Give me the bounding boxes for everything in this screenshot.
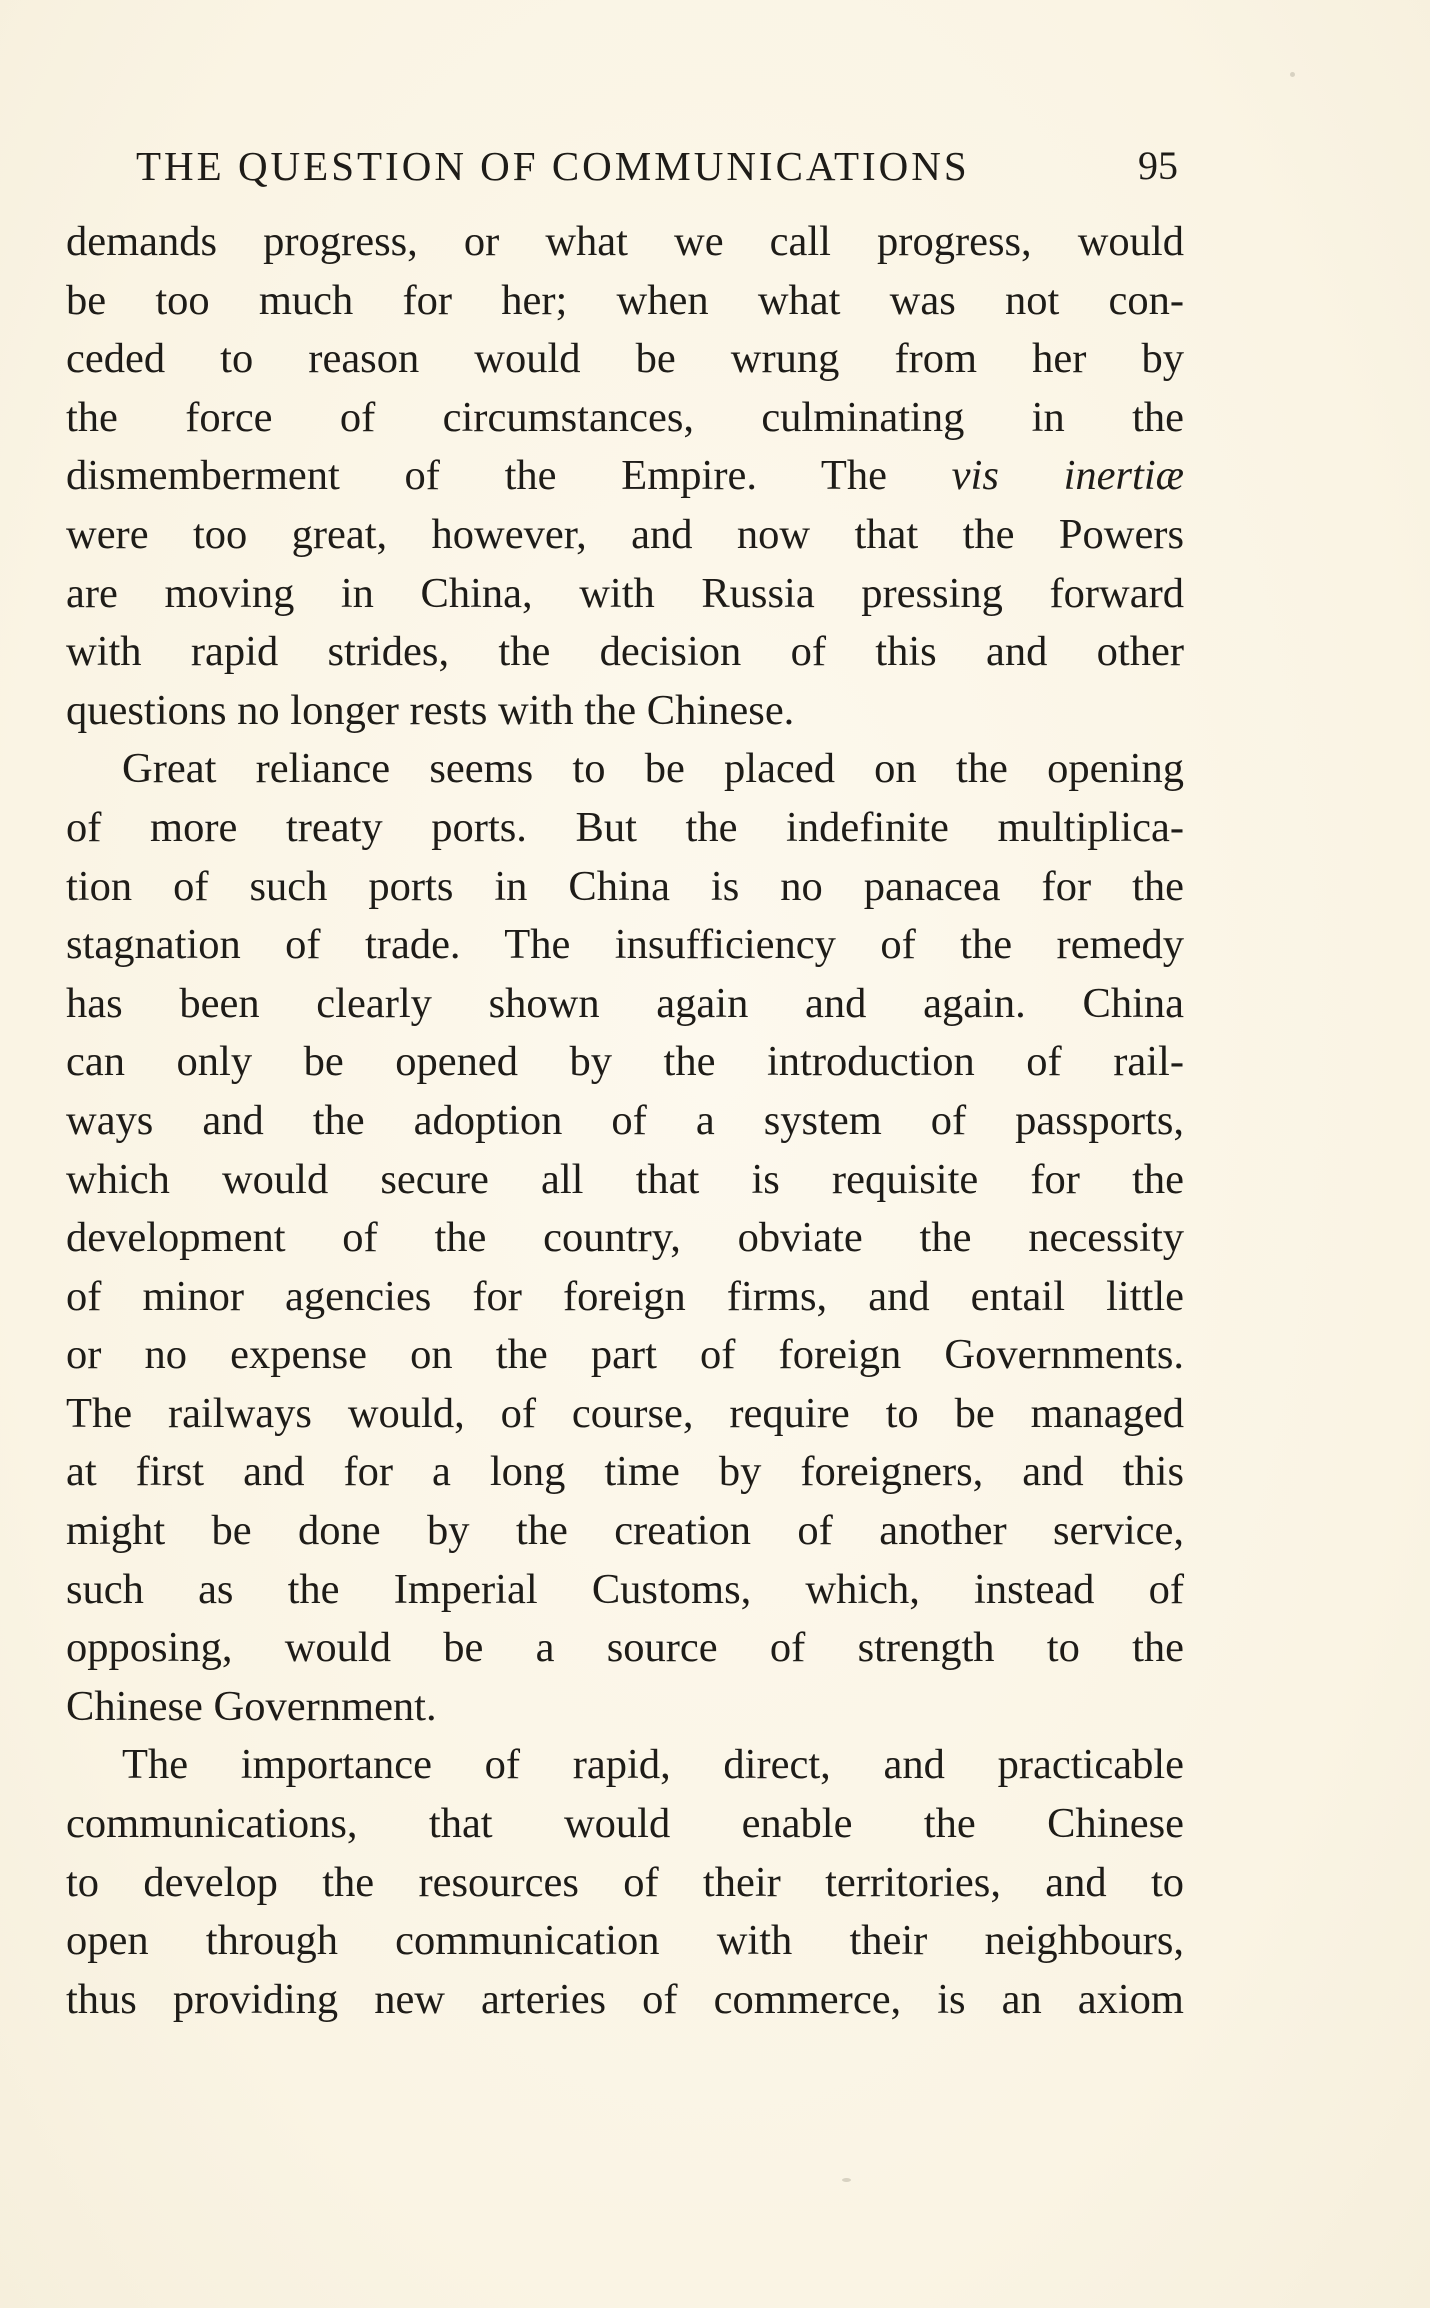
text-line: stagnation of trade. The insufficiency of the remedy bbox=[66, 921, 1184, 969]
text-line: can only be opened by the introduction of rail- bbox=[66, 1038, 1184, 1086]
text-line: at first and for a long time by foreigners, and this bbox=[66, 1448, 1184, 1496]
text-line: open through communication with their neighbours, bbox=[66, 1917, 1184, 1965]
text-line: were too great, however, and now that the Powers bbox=[66, 510, 1184, 558]
text-line: thus providing new arteries of commerce, is an axiom bbox=[66, 1975, 1184, 2023]
italic-phrase: vis inertiæ bbox=[951, 452, 1185, 500]
text-line: has been clearly shown again and again. China bbox=[66, 979, 1184, 1027]
text-line: Great reliance seems to be placed on the opening bbox=[122, 745, 1184, 793]
paragraph bbox=[66, 740, 1184, 1736]
text-segment: dismemberment of the Empire. The bbox=[66, 452, 952, 500]
text-line: such as the Imperial Customs, which, instead of bbox=[66, 1565, 1184, 1613]
text-line: development of the country, obviate the necessity bbox=[66, 1214, 1184, 1262]
text-line: ways and the adoption of a system of passports, bbox=[66, 1096, 1184, 1144]
running-head bbox=[128, 138, 1178, 194]
text-line: demands progress, or what we call progress, would bbox=[66, 218, 1184, 265]
text-line: be too much for her; when what was not con- bbox=[66, 276, 1184, 324]
text-line bbox=[66, 447, 1184, 506]
paper-speck bbox=[1290, 72, 1295, 77]
text-line: The importance of rapid, direct, and practicable bbox=[122, 1741, 1184, 1789]
text-line: opposing, would be a source of strength to the bbox=[66, 1624, 1184, 1672]
text-line: Chinese Government. bbox=[66, 1682, 437, 1730]
text-line: communications, that would enable the Chinese bbox=[66, 1800, 1184, 1848]
text-line: the force of circumstances, culminating in the bbox=[66, 393, 1184, 441]
paragraph bbox=[66, 1736, 1184, 2029]
running-head-title: THE QUESTION OF COMMUNICATIONS bbox=[136, 143, 970, 189]
text-line: or no expense on the part of foreign Governments. bbox=[66, 1331, 1184, 1379]
text-line: might be done by the creation of another service, bbox=[66, 1507, 1184, 1555]
page-number: 95 bbox=[1138, 143, 1178, 188]
text-line: which would secure all that is requisite for the bbox=[66, 1155, 1184, 1203]
text-line: questions no longer rests with the Chinese. bbox=[66, 686, 795, 734]
text-line: of more treaty ports. But the indefinite multiplica- bbox=[66, 803, 1184, 851]
text-line: The railways would, of course, require to be managed bbox=[66, 1389, 1184, 1437]
text-line: tion of such ports in China is no panacea for the bbox=[66, 862, 1184, 910]
text-line: of minor agencies for foreign firms, and entail little bbox=[66, 1272, 1184, 1320]
text-line: with rapid strides, the decision of this and other bbox=[66, 628, 1184, 676]
paragraph bbox=[66, 213, 1184, 740]
text-line: are moving in China, with Russia pressing forward bbox=[66, 569, 1184, 617]
body-text bbox=[66, 213, 1184, 2029]
text-line: to develop the resources of their territories, and to bbox=[66, 1858, 1184, 1906]
text-line: ceded to reason would be wrung from her by bbox=[66, 335, 1184, 383]
paper-speck bbox=[842, 2178, 851, 2182]
